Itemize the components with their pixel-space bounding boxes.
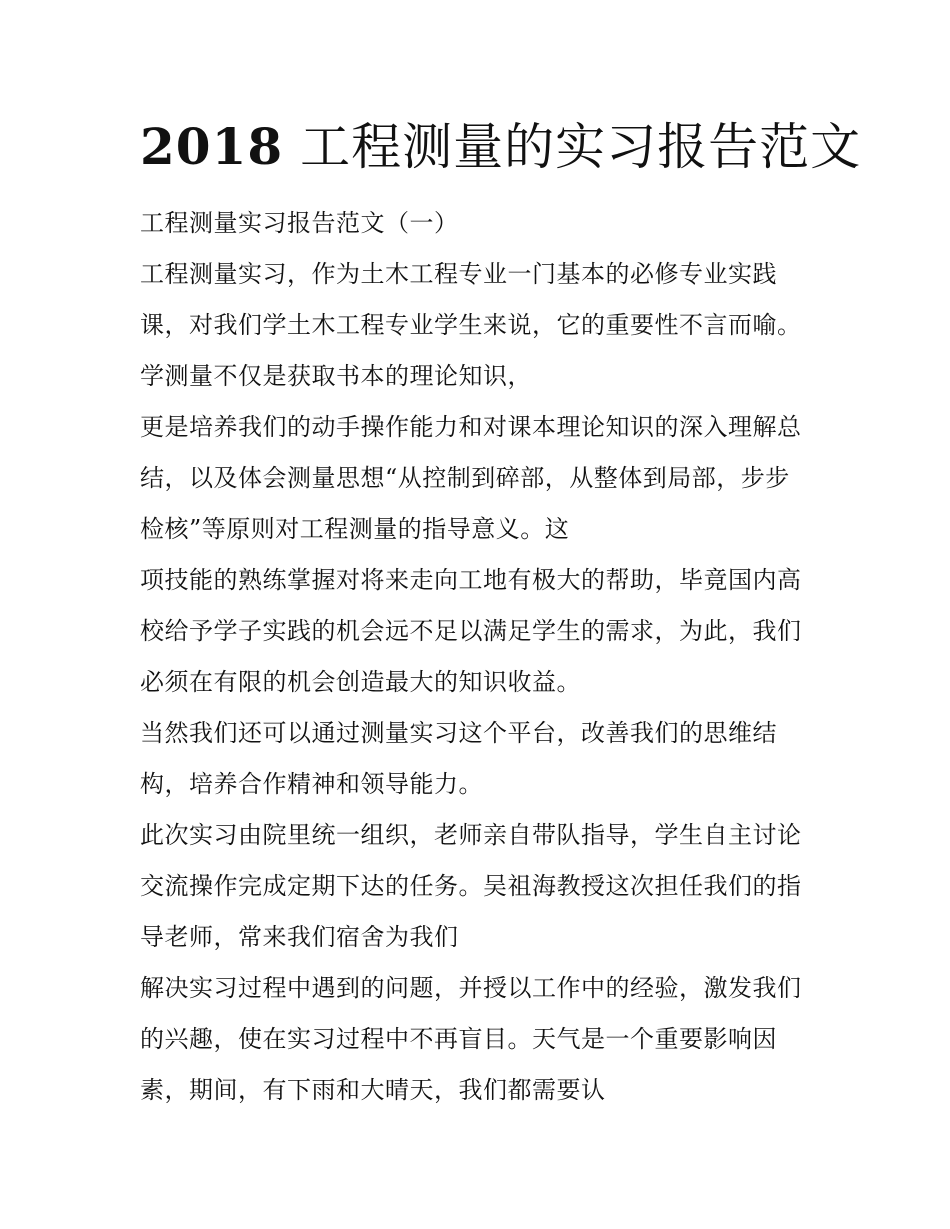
text-line: 工程测量实习报告范文（一） [140, 209, 459, 237]
document-body [140, 198, 820, 1116]
text-line: 项技能的熟练掌握对将来走向工地有极大的帮助，毕竟国内高 [140, 566, 802, 594]
text-line: 导老师，常来我们宿舍为我们 [140, 923, 459, 951]
text-line: 必须在有限的机会创造最大的知识收益。 [140, 668, 581, 696]
text-line: 当然我们还可以通过测量实习这个平台，改善我们的思维结 [140, 719, 777, 747]
text-line: 更是培养我们的动手操作能力和对课本理论知识的深入理解总 [140, 413, 802, 441]
text-line: 工程测量实习，作为土木工程专业一门基本的必修专业实践 [140, 260, 777, 288]
text-line: 素，期间，有下雨和大晴天，我们都需要认 [140, 1076, 606, 1104]
document-title [140, 112, 861, 182]
text-line: 构，培养合作精神和领导能力。 [140, 770, 483, 798]
text-line: 学测量不仅是获取书本的理论知识， [140, 362, 532, 390]
text-line: 校给予学子实践的机会远不足以满足学生的需求，为此，我们 [140, 617, 802, 645]
text-line: 结，以及体会测量思想“从控制到碎部，从整体到局部，步步 [140, 464, 790, 492]
text-line: 的兴趣，使在实习过程中不再盲目。天气是一个重要影响因 [140, 1025, 777, 1053]
text-line: 交流操作完成定期下达的任务。吴祖海教授这次担任我们的指 [140, 872, 802, 900]
text-line: 课，对我们学土木工程专业学生来说，它的重要性不言而喻。 [140, 311, 802, 339]
text-line: 检核”等原则对工程测量的指导意义。这 [140, 515, 570, 543]
text-line: 解决实习过程中遇到的问题，并授以工作中的经验，激发我们 [140, 974, 802, 1002]
title-year: 2018 [140, 117, 284, 176]
title-text: 工程测量的实习报告范文 [300, 118, 862, 176]
text-line: 此次实习由院里统一组织，老师亲自带队指导，学生自主讨论 [140, 821, 802, 849]
